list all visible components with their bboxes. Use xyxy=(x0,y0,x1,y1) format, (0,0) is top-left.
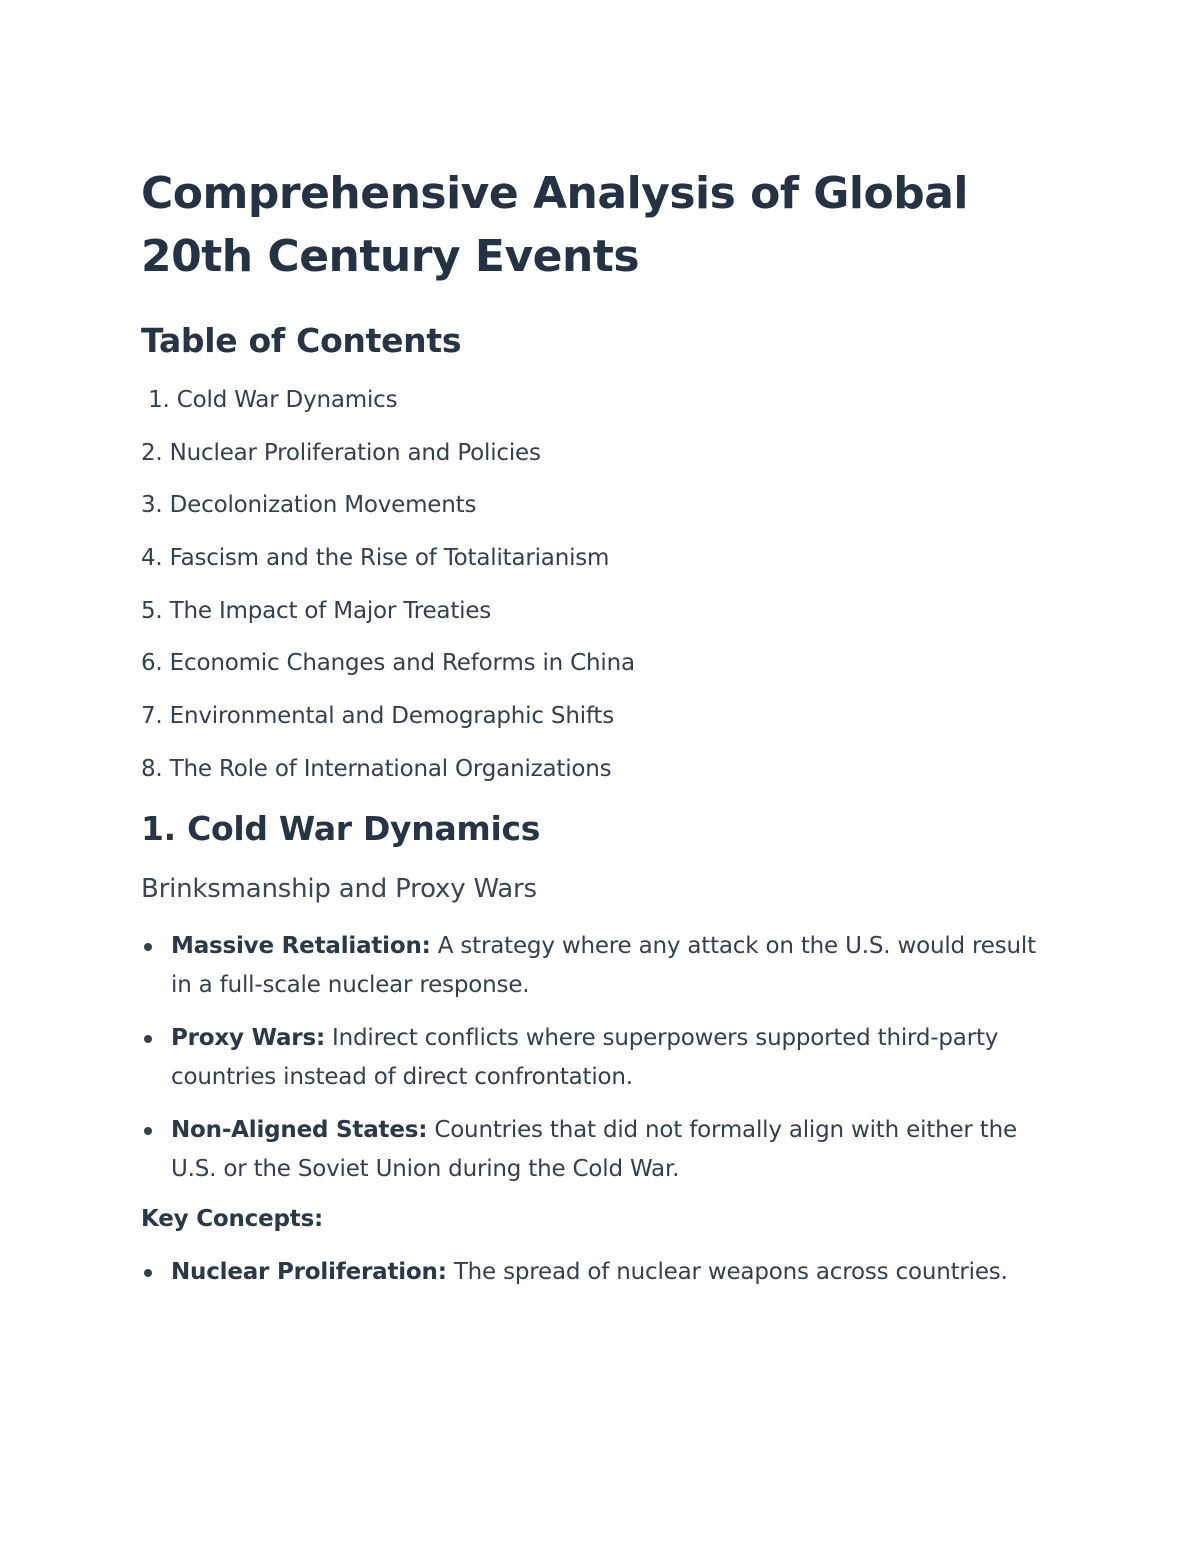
bullet-icon xyxy=(144,1269,152,1277)
toc-item[interactable] xyxy=(141,543,1061,573)
table-of-contents xyxy=(141,385,1061,784)
bullet-icon xyxy=(144,943,152,951)
toc-item-label: The Impact of Major Treaties xyxy=(169,597,492,624)
bullet-text: The spread of nuclear weapons across countries. xyxy=(446,1258,1008,1285)
bullet-list xyxy=(141,927,1061,1189)
key-concepts-label: Key Concepts: xyxy=(141,1205,324,1232)
document-title: Comprehensive Analysis of Global 20th Century Events xyxy=(141,168,969,282)
toc-item-label: Fascism and the Rise of Totalitarianism xyxy=(169,545,610,572)
toc-item[interactable] xyxy=(141,490,1061,520)
toc-item[interactable] xyxy=(141,701,1061,731)
toc-item[interactable] xyxy=(141,754,1061,784)
document-page xyxy=(141,162,1061,1306)
list-item xyxy=(141,1019,1061,1097)
bullet-text: Indirect conflicts where superpowers supported third-party countries instead of direct confrontation. xyxy=(171,1024,999,1090)
list-item xyxy=(141,1111,1061,1189)
toc-item-label: Nuclear Proliferation and Policies xyxy=(169,439,541,466)
toc-item-label: The Role of International Organizations xyxy=(169,755,612,782)
toc-item-label: Environmental and Demographic Shifts xyxy=(169,703,614,730)
toc-item-number: 8. xyxy=(141,755,163,782)
toc-item-number: 5. xyxy=(141,597,163,624)
toc-item-label: Economic Changes and Reforms in China xyxy=(169,650,635,677)
key-concepts-list xyxy=(141,1253,1061,1292)
list-item xyxy=(141,927,1061,1005)
toc-item-number: 7. xyxy=(141,703,163,730)
list-item xyxy=(141,1253,1061,1292)
toc-item[interactable] xyxy=(141,596,1061,626)
bullet-text: Countries that did not formally align with either the U.S. or the Soviet Union during the Cold War. xyxy=(171,1116,1017,1182)
subsection-heading: Brinksmanship and Proxy Wars xyxy=(141,873,537,904)
toc-item[interactable] xyxy=(141,385,1061,415)
toc-item-number: 6. xyxy=(141,650,163,677)
section-heading: 1. Cold War Dynamics xyxy=(141,808,541,848)
toc-item-label: Decolonization Movements xyxy=(169,492,477,519)
bullet-term: Massive Retaliation: xyxy=(171,932,431,959)
bullet-term: Non-Aligned States: xyxy=(171,1116,428,1143)
bullet-term: Nuclear Proliferation: xyxy=(171,1258,447,1285)
toc-item[interactable] xyxy=(141,648,1061,678)
toc-item-number: 3. xyxy=(141,492,163,519)
toc-heading: Table of Contents xyxy=(141,321,462,360)
toc-item[interactable] xyxy=(141,438,1061,468)
toc-item-number: 2. xyxy=(141,439,163,466)
toc-item-number: 4. xyxy=(141,545,163,572)
toc-item-number: 1. xyxy=(148,387,170,413)
bullet-term: Proxy Wars: xyxy=(171,1024,325,1051)
bullet-icon xyxy=(144,1035,152,1043)
toc-item-label: Cold War Dynamics xyxy=(176,387,398,413)
bullet-icon xyxy=(144,1127,152,1135)
bullet-text: A strategy where any attack on the U.S. would result in a full-scale nuclear response. xyxy=(171,932,1036,998)
